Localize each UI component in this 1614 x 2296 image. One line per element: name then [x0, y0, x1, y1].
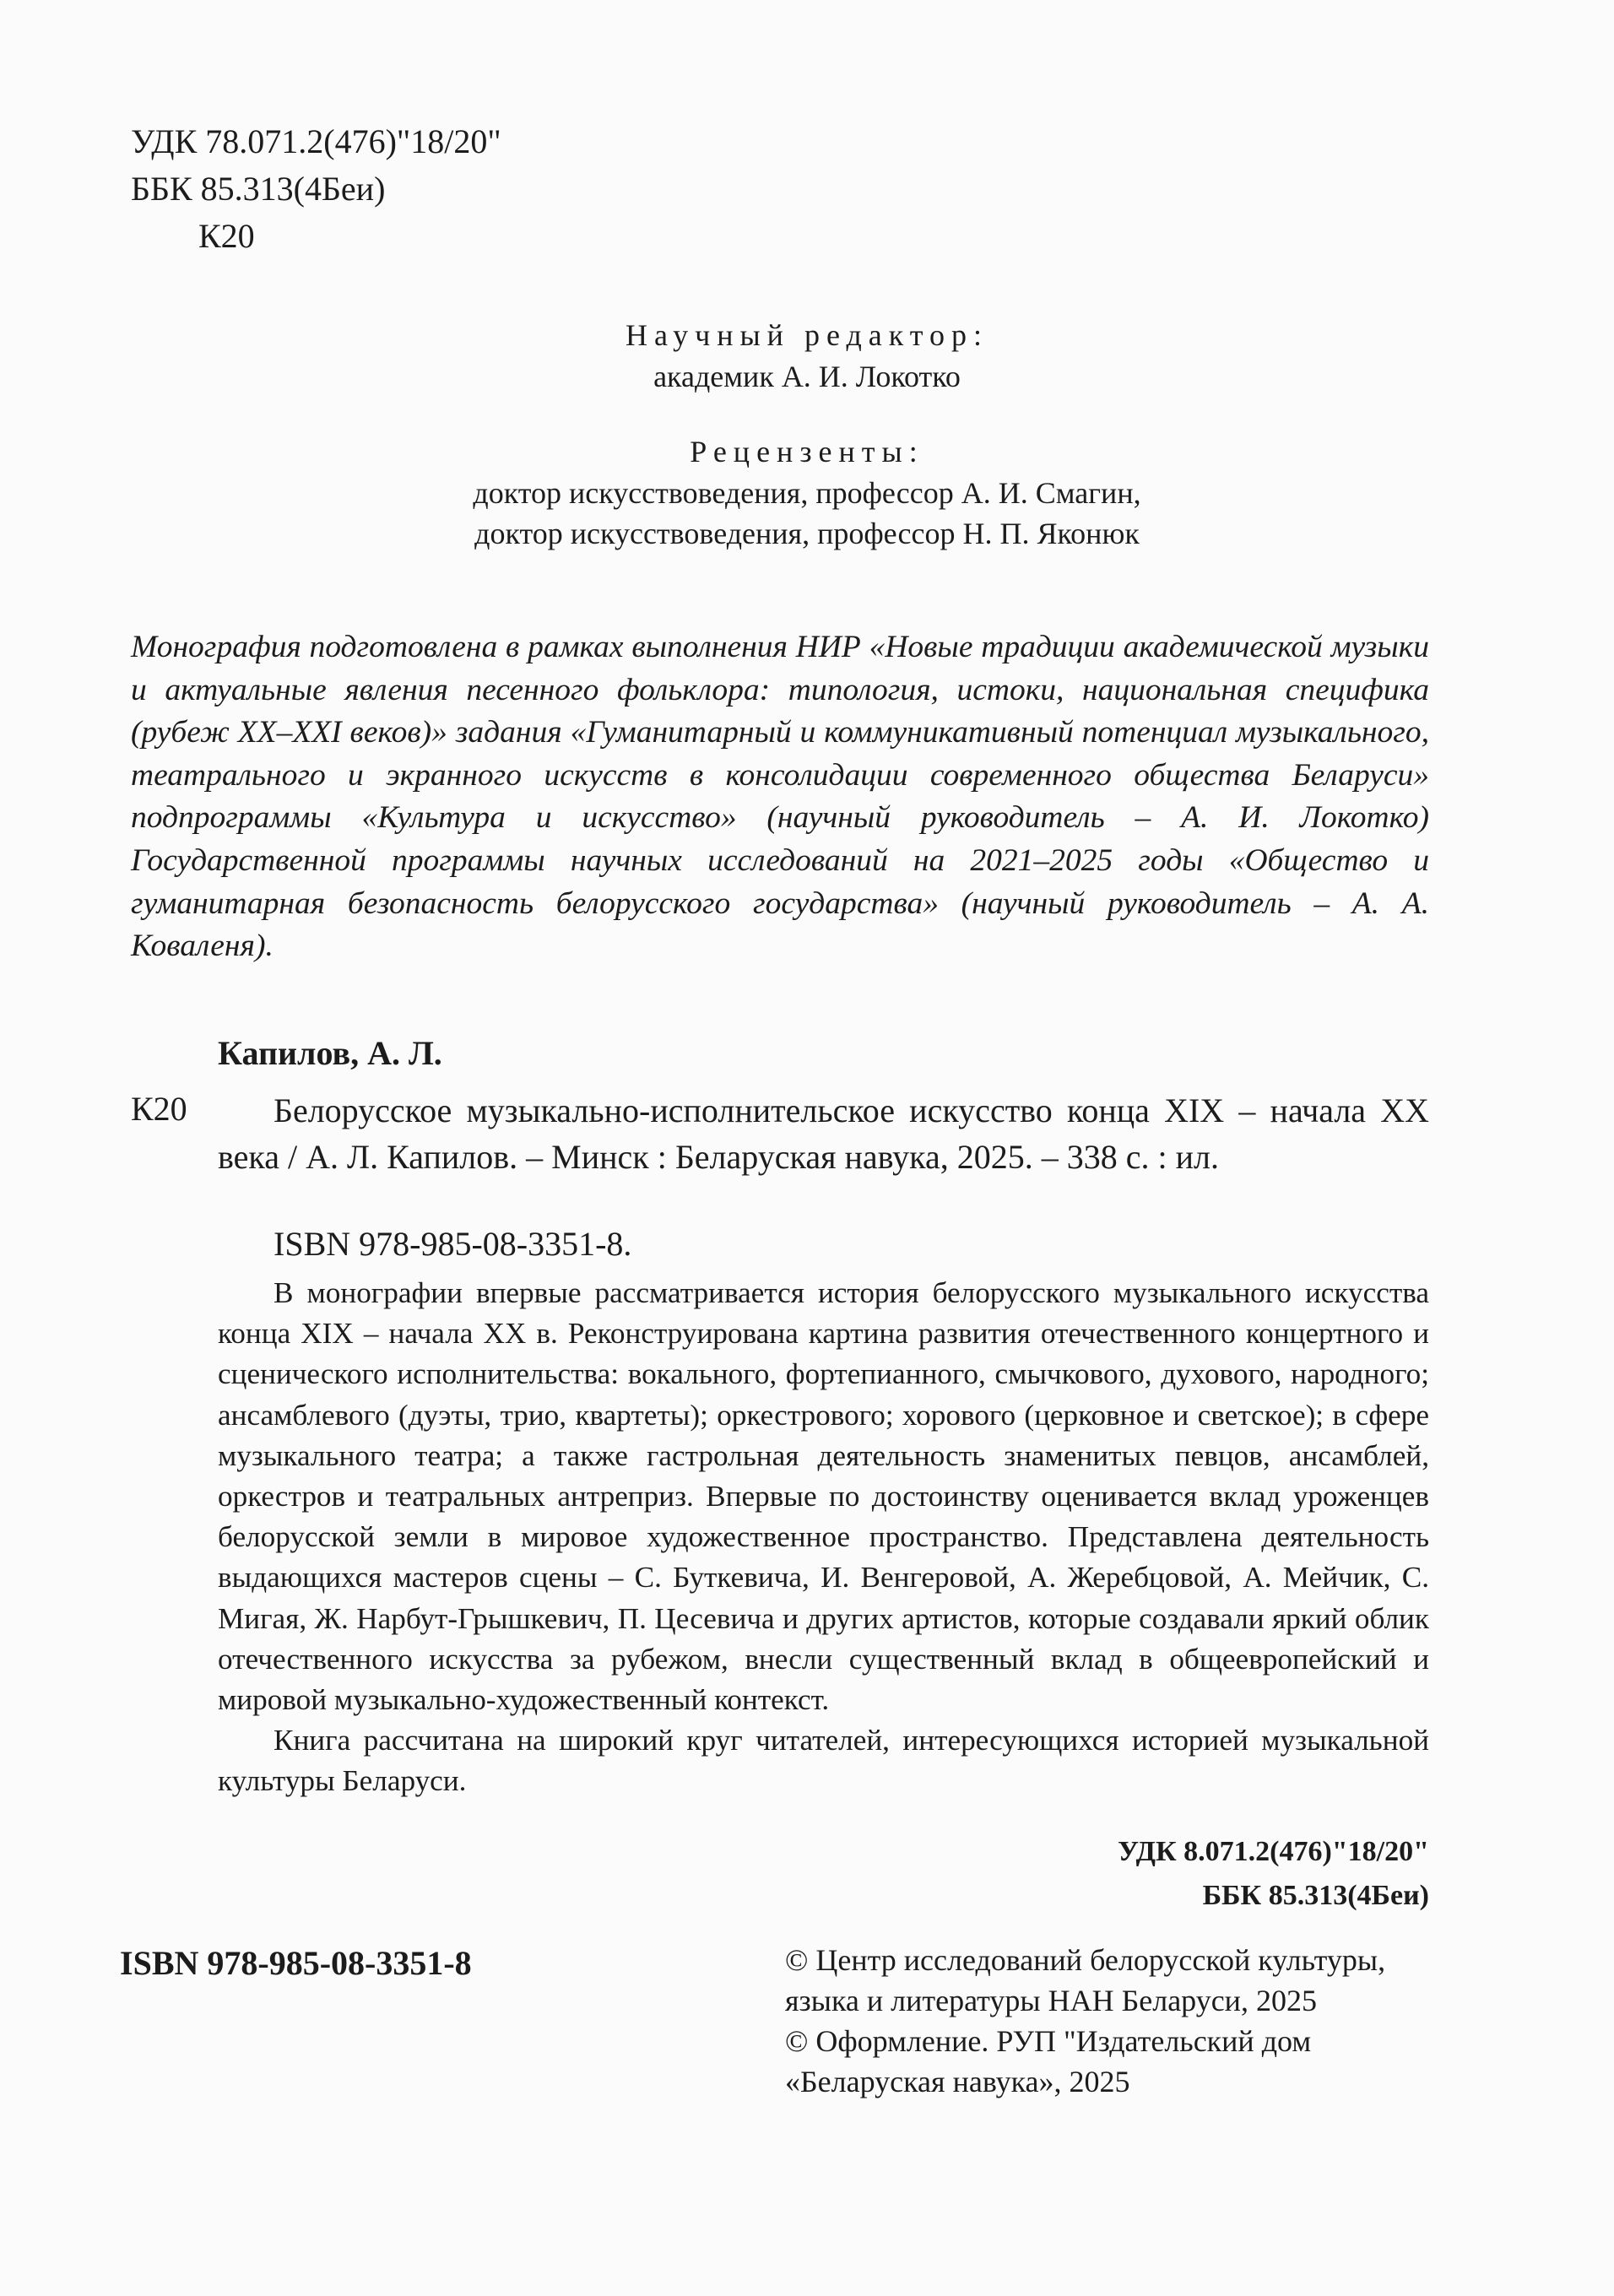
abstract-paragraph-1: В монографии впервые рассматривается история белорусского музыкального искусства конца XIX – начала XX в. Реконструирована картина развития отечественного концертного и сценического исполнительства: вокального, фортепианного, смычкового, духового, народного; ансамблевого (дуэты, трио, квартеты); оркестрового; хорового (церковное и светское); в сфере музыкального театра; а также гастрольная деятельность знаменитых певцов, ансамблей, оркестров и театральных антреприз. Впервые по достоинству оценивается вклад уроженцев белорусской земли в мировое художественное пространство. Представлена деятельность выдающихся мастеров сцены – С. Буткевича, И. Венгеровой, А. Жеребцовой, А. Мейчик, С. Мигая, Ж. Нарбут-Грышкевич, П. Цесевича и других артистов, которые создавали яркий облик отечественного искусства за рубежом, внесли существенный вклад в общеевропейский и мировой музыкально-художественный контекст. — [218, 1276, 1429, 1717]
bbk-code: ББК 85.313(4Беи) — [131, 170, 386, 208]
reviewer-2: доктор искусствоведения, профессор Н. П. Яконюк — [474, 517, 1140, 550]
copyright-line-4: «Беларуская навука», 2025 — [785, 2065, 1130, 2098]
copyright-block — [785, 1940, 1385, 2102]
reviewers-label: Рецензенты: — [690, 435, 924, 468]
abstract — [218, 1273, 1429, 1802]
editor-name: академик А. И. Локотко — [653, 360, 961, 393]
copyright-line-1: © Центр исследований белорусской культуры, — [785, 1943, 1386, 1977]
catalog-entry: Белорусское музыкально-исполнительское искусство конца XIX – начала XX века / А. Л. Капилов. – Минск : Беларуская навука, 2025. – 338 с. : ил. — [218, 1091, 1429, 1176]
catalog-author-mark: К20 — [131, 1090, 187, 1128]
funding-note: Монография подготовлена в рамках выполнения НИР «Новые традиции академической музыки и актуальные явления песенного фольклора: типология, истоки, национальная специфика (рубеж XX–XXI веков)» задания «Гуманитарный и коммуникативный потенциал музыкального, театрального и экранного искусств в консолидации современного общества Беларуси» подпрограммы «Культура и искусство» (научный руководитель – А. И. Локотко) Государственной программы научных исследований на 2021–2025 годы «Общество и гуманитарная безопасность белорусского государства» (научный руководитель – А. А. Коваленя). — [131, 630, 1429, 964]
classification-codes-top — [131, 118, 501, 260]
credits-block — [0, 314, 1614, 554]
copyright-line-3: © Оформление. РУП "Издательский дом — [785, 2024, 1312, 2058]
abstract-paragraph-2: Книга рассчитана на широкий круг читателей, интересующихся историей музыкальной культуры Беларуси. — [218, 1724, 1429, 1798]
isbn-bold: ISBN 978-985-08-3351-8 — [120, 1944, 472, 1982]
catalog-isbn: ISBN 978-985-08-3351-8. — [274, 1225, 632, 1263]
bbk-code-bottom: ББК 85.313(4Беи) — [1202, 1880, 1429, 1911]
reviewer-1: доктор искусствоведения, профессор А. И. Смагин, — [473, 476, 1141, 510]
editor-label: Научный редактор: — [625, 318, 989, 352]
copyright-line-2: языка и литературы НАН Беларуси, 2025 — [785, 1984, 1317, 2017]
classification-codes-bottom — [1118, 1830, 1429, 1918]
catalog-author: Капилов, А. Л. — [218, 1034, 442, 1072]
udk-code-bottom: УДК 8.071.2(476)"18/20" — [1118, 1836, 1429, 1867]
udk-code: УДК 78.071.2(476)"18/20" — [131, 122, 501, 160]
author-mark: К20 — [198, 217, 255, 255]
